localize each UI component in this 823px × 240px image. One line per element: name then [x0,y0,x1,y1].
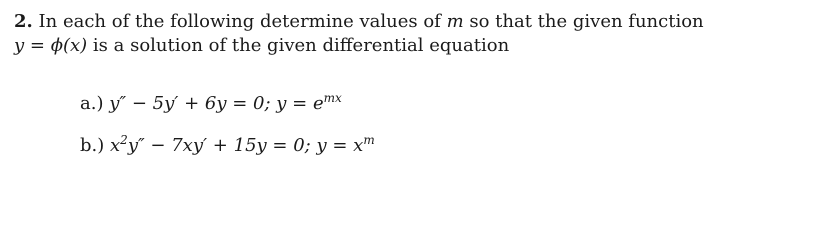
problem-text-part-3: is a solution of the given differential equation [92,35,510,56]
variable-m: m [446,11,464,32]
part-b [80,134,375,158]
part-b-solution-base: y = x [316,135,364,156]
part-a [80,92,342,116]
part-a-solution-exponent: mx [323,91,342,105]
part-b-solution [316,135,374,156]
problem-text-part-1: In each of the following determine values of [38,11,441,32]
problem-text-part-2: so that the given function [469,11,704,32]
problem-line-1 [14,10,814,34]
function-definition: y = ϕ(x) [14,35,88,56]
problem-2 [14,10,814,58]
part-a-solution [276,93,342,114]
part-b-equation-exponent: 2 [120,133,128,147]
part-b-equation-rest: y″ − 7xy′ + 15y = 0; [127,135,311,156]
part-b-label: b.) [80,135,105,156]
problem-number: 2. [14,11,33,32]
problem-line-2 [14,34,814,58]
part-a-equation: y″ − 5y′ + 6y = 0; [109,93,271,114]
part-b-solution-exponent: m [363,133,375,147]
part-b-equation-prefix: x [110,135,121,156]
part-b-equation [110,135,311,156]
part-a-solution-base: y = e [276,93,324,114]
part-a-label: a.) [80,93,104,114]
